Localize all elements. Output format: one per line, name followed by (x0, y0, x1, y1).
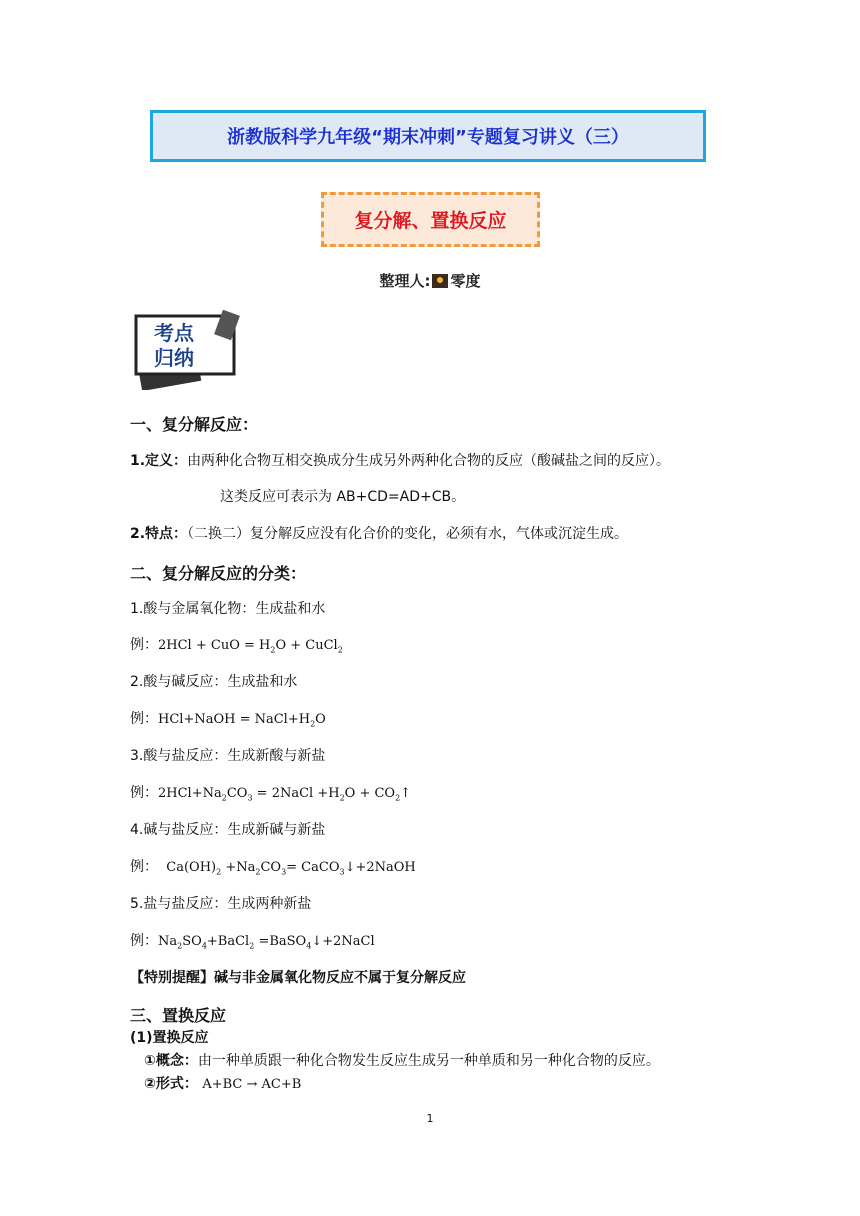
concept-text: 由一种单质跟一种化合物发生反应生成另一种单质和另一种化合物的反应。 (197, 1053, 660, 1069)
category-5-title: 5.盐与盐反应：生成两种新盐 (130, 896, 312, 912)
expression-line: 这类反应可表示为 AB+CD=AD+CB。 (220, 489, 466, 505)
form-line (144, 1073, 301, 1093)
subtitle-box (321, 192, 540, 247)
category-2-example: 例：HCl+NaOH = $NaCl+H_2O$ (130, 711, 326, 729)
definition-text: 由两种化合物互相交换成分生成另外两种化合物的反应（酸碱盐之间的反应）。 (187, 453, 671, 469)
author-label: 整理人: (379, 272, 431, 290)
section2-heading: 二、复分解反应的分类： (130, 564, 307, 583)
category-3-title: 3.酸与盐反应：生成新酸与新盐 (130, 748, 326, 764)
sunrise-icon (432, 274, 448, 288)
page-number: 1 (426, 1112, 434, 1125)
form-text: A+BC → AC+B (202, 1077, 302, 1092)
key-points-badge (130, 310, 242, 390)
reminder-label: 【特别提醒】 (130, 970, 214, 986)
document-title: 浙教版科学九年级“期末冲刺”专题复习讲义（三） (227, 127, 629, 148)
badge-line2: 归纳 (154, 346, 194, 370)
author-name: 零度 (450, 272, 481, 290)
badge-line1: 考点 (154, 321, 194, 345)
definition-line (130, 450, 670, 470)
feature-text: （二换二）复分解反应没有化合价的变化，必须有水，气体或沉淀生成。 (187, 526, 629, 542)
category-2-title: 2.酸与碱反应：生成盐和水 (130, 674, 298, 690)
category-5-example: 例：$Na_2SO_4+BaCl_2$ =BaSO$_4$↓+2NaCl (130, 933, 375, 951)
section3-heading: 三、置换反应 (130, 1006, 227, 1025)
section3-sub: (1)置换反应 (130, 1030, 209, 1046)
category-1-example: 例：2HCl + CuO = $H_2O$ + CuCl$_2$ (130, 637, 343, 655)
special-reminder (130, 967, 466, 987)
category-4-title: 4.碱与盐反应：生成新碱与新盐 (130, 822, 326, 838)
definition-label: 1.定义： (130, 453, 188, 469)
feature-line (130, 523, 628, 543)
concept-line (144, 1050, 660, 1070)
section1-heading: 一、复分解反应： (130, 415, 259, 434)
document-subtitle: 复分解、置换反应 (354, 210, 507, 232)
category-4-example: 例： $Ca(OH)_2 +Na_2CO_3=$ CaCO$_3$↓+2NaOH (130, 859, 416, 877)
category-1-title: 1.酸与金属氧化物：生成盐和水 (130, 601, 326, 617)
concept-label: ①概念： (144, 1053, 198, 1069)
author-line (0, 270, 860, 291)
reminder-text: 碱与非金属氧化物反应不属于复分解反应 (214, 970, 466, 986)
feature-label: 2.特点： (130, 526, 188, 542)
category-3-example: 例：$2HCl+Na_2CO_3$ = 2NaCl $+H_2O$ + $CO_2↑$ (130, 785, 412, 803)
form-label: ②形式： (144, 1076, 198, 1092)
document-title-box (150, 110, 706, 162)
